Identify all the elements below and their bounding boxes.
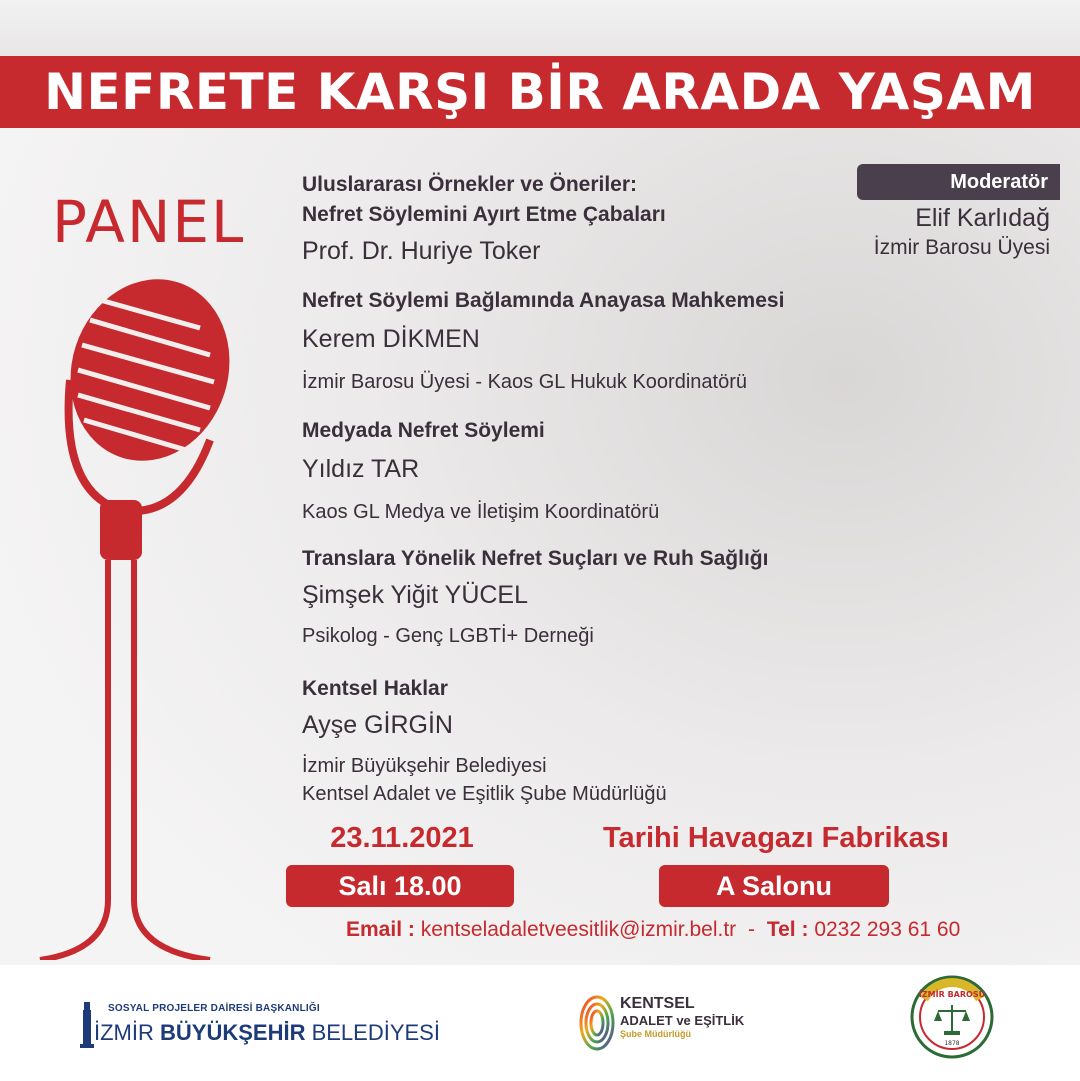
- talk-2: [302, 286, 784, 396]
- microphone-icon: [0, 260, 260, 960]
- tel-label: Tel :: [766, 918, 809, 941]
- izmir-barosu-seal-icon: [910, 975, 994, 1059]
- talk-role: İzmir Büyükşehir Belediyesi: [302, 755, 547, 777]
- baro-text: İZMİR BAROSU: [918, 990, 986, 999]
- talk-1: [302, 170, 666, 268]
- kentsel-adalet-logo: [578, 993, 768, 1053]
- talk-speaker: Ayşe GİRGİN: [302, 711, 453, 739]
- title-bar: [0, 56, 1080, 128]
- event-title: NEFRETE KARŞI BİR ARADA YAŞAM: [44, 63, 1036, 121]
- talk-speaker: Prof. Dr. Huriye Toker: [302, 237, 541, 265]
- mic-grille: [47, 260, 252, 482]
- top-band: [0, 0, 1080, 56]
- moderator-badge: [857, 164, 1060, 200]
- tel-number[interactable]: 0232 293 61 60: [814, 918, 961, 941]
- talk-role: Kaos GL Medya ve İletişim Koordinatörü: [302, 501, 660, 523]
- ibb-name: İZMİR BÜYÜKŞEHİR BELEDİYESİ: [94, 1020, 440, 1045]
- clock-tower-icon: [80, 1000, 94, 1050]
- talk-5: [302, 674, 667, 808]
- contact-separator: -: [748, 918, 755, 941]
- contact-line: [346, 918, 960, 942]
- ibb-department: SOSYAL PROJELER DAİRESİ BAŞKANLIĞI: [108, 1003, 320, 1014]
- mic-stand-cable: [40, 560, 210, 960]
- talk-speaker: Kerem DİKMEN: [302, 325, 480, 353]
- talk-3: [302, 416, 659, 526]
- talk-topic: Uluslararası Örnekler ve Öneriler:: [302, 173, 638, 196]
- talk-4: [302, 544, 768, 650]
- talk-role: Psikolog - Genç LGBTİ+ Derneği: [302, 625, 594, 647]
- talk-topic: Kentsel Haklar: [302, 677, 448, 700]
- moderator-name: Elif Karlıdağ: [915, 204, 1050, 232]
- talk-topic: Medyada Nefret Söylemi: [302, 419, 545, 442]
- talk-topic: Translara Yönelik Nefret Suçları ve Ruh Sağlığı: [302, 547, 769, 570]
- talk-speaker: Yıldız TAR: [302, 455, 420, 483]
- email-link[interactable]: kentseladaletveesitlik@izmir.bel.tr: [420, 918, 737, 941]
- panel-label: PANEL: [52, 188, 246, 256]
- izmir-buyuksehir-logo: [80, 1000, 440, 1050]
- email-label: Email :: [346, 918, 415, 941]
- talk-role: Kentsel Adalet ve Eşitlik Şube Müdürlüğü: [302, 783, 667, 805]
- ka-line-2: ADALET ve EŞİTLİK: [620, 1013, 745, 1028]
- talk-topic: Nefret Söylemini Ayırt Etme Çabaları: [302, 203, 666, 226]
- event-date: 23.11.2021: [330, 822, 474, 854]
- moderator-title: İzmir Barosu Üyesi: [873, 236, 1050, 259]
- ka-line-3: Şube Müdürlüğü: [620, 1029, 691, 1039]
- baro-year: 1878: [944, 1040, 960, 1047]
- talk-speaker: Şimşek Yiğit YÜCEL: [302, 581, 529, 609]
- event-venue: Tarihi Havagazı Fabrikası: [603, 822, 949, 854]
- talk-role: İzmir Barosu Üyesi - Kaos GL Hukuk Koordinatörü: [302, 371, 747, 393]
- event-time-badge: Salı 18.00: [286, 865, 514, 907]
- talk-topic: Nefret Söylemi Bağlamında Anayasa Mahkemesi: [302, 289, 785, 312]
- fingerprint-icon: [578, 993, 616, 1053]
- ka-line-1: KENTSEL: [620, 995, 695, 1012]
- event-room-badge: A Salonu: [659, 865, 889, 907]
- moderator-badge-label: Moderatör: [950, 170, 1048, 193]
